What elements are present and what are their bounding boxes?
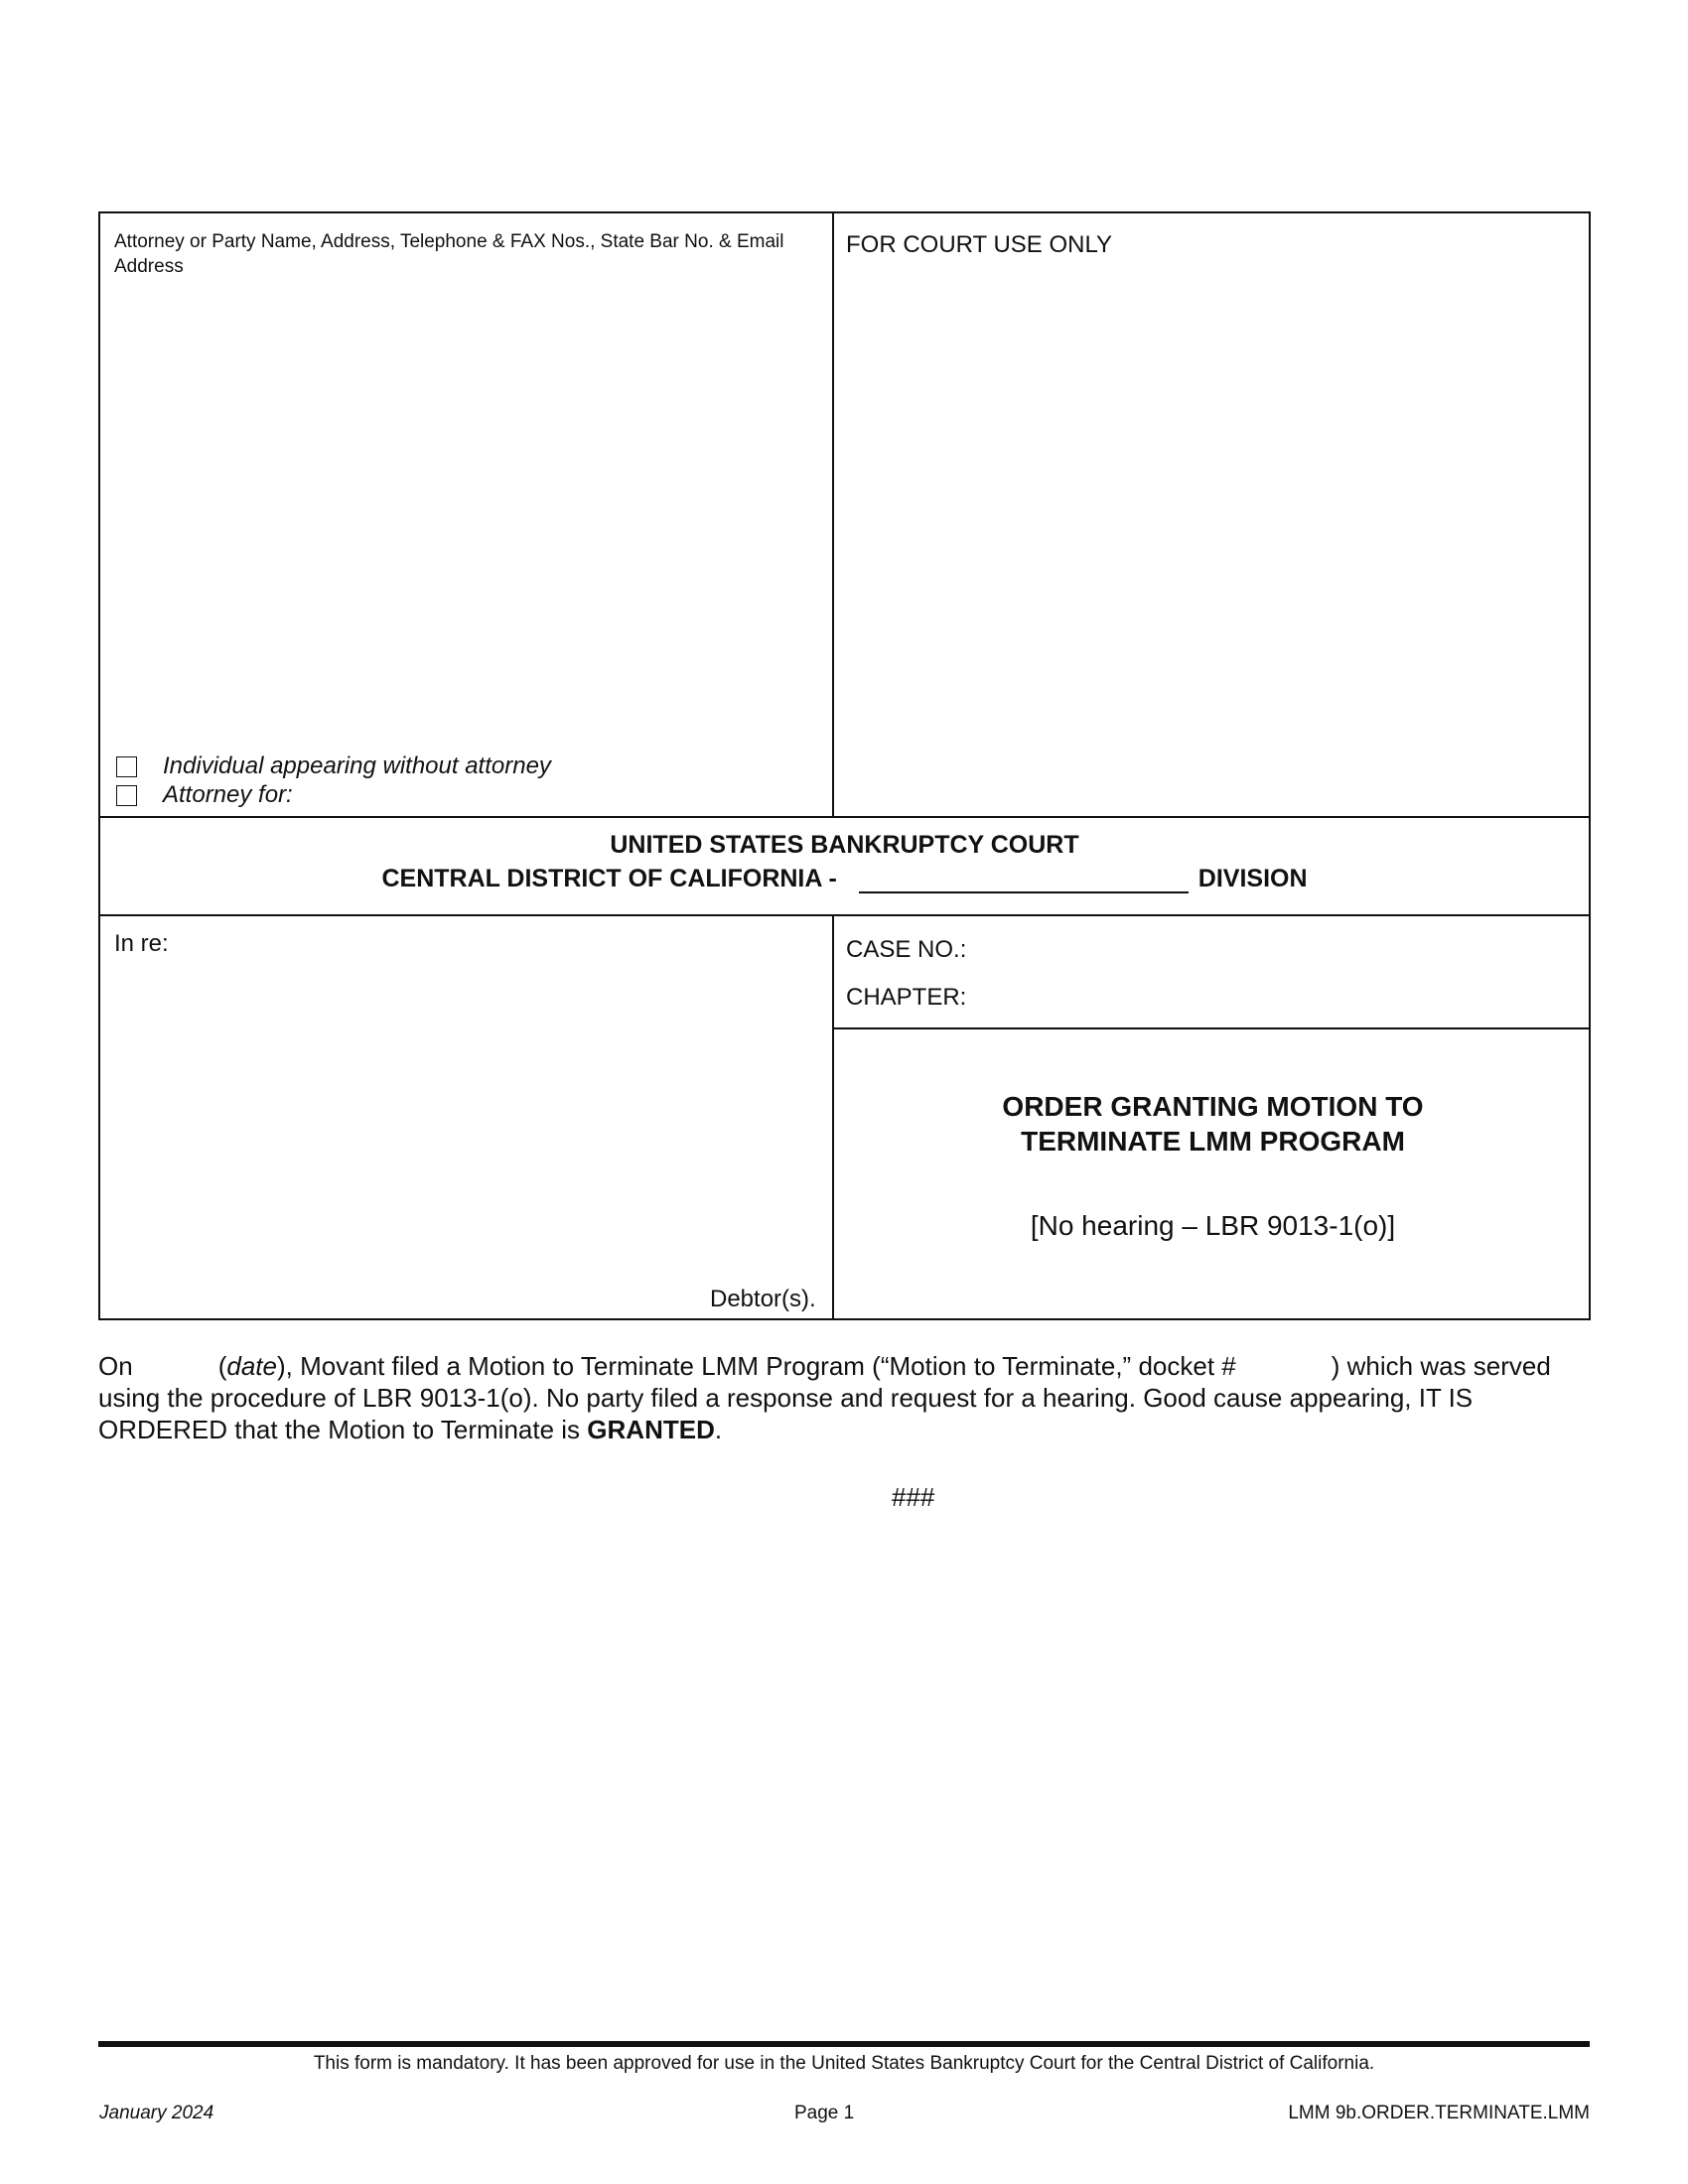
court-use-label: FOR COURT USE ONLY xyxy=(846,231,1113,258)
attorney-for-checkbox-label: Attorney for: xyxy=(163,781,293,808)
individual-checkbox[interactable] xyxy=(116,756,137,777)
footer-date: January 2024 xyxy=(99,2103,214,2123)
hearing-note: [No hearing – LBR 9013-1(o)] xyxy=(1030,1210,1396,1241)
footer-mandatory-note: This form is mandatory. It has been approved for use in the United States Bankruptcy Court for the Central District of California. xyxy=(313,2053,1375,2074)
attorney-for-checkbox[interactable] xyxy=(116,785,137,806)
body-date-word: date xyxy=(226,1351,277,1381)
divider-below-court xyxy=(100,914,1589,916)
individual-checkbox-row[interactable] xyxy=(116,752,551,780)
order-title-line-1: ORDER GRANTING MOTION TO xyxy=(1002,1091,1424,1122)
divider-bottom-vertical xyxy=(832,914,834,1318)
body-granted: GRANTED xyxy=(587,1415,715,1444)
divider-top-vertical xyxy=(832,213,834,816)
order-title xyxy=(835,1089,1591,1159)
attorney-for-checkbox-row[interactable] xyxy=(116,781,293,809)
body-part-2: ) which was served using the procedure of LBR 9013-1(o). No party filed a response and request for a hearing. Good cause appearing, IT IS ORDERED that the Motion to Terminate is xyxy=(98,1351,1551,1444)
debtor-label: Debtor(s). xyxy=(710,1286,816,1312)
body-part-1: ), Movant filed a Motion to Terminate LMM Program (“Motion to Terminate,” docket # xyxy=(276,1351,1236,1381)
order-body-paragraph: On (date), Movant filed a Motion to Terminate LMM Program (“Motion to Terminate,” docket # ) which was served using the procedure of LBR 9013-1(o). No party filed a response and request for a hearing. Good cause appearing, IT IS ORDERED that the Motion to Terminate is GRANTED. xyxy=(98,1351,1551,1444)
chapter-label: CHAPTER: xyxy=(846,984,967,1011)
end-of-order-mark: ### xyxy=(892,1482,935,1512)
division-blank[interactable] xyxy=(859,866,1189,893)
body-on: On xyxy=(98,1351,133,1381)
division-label: DIVISION xyxy=(1197,865,1308,892)
body-end-mark: . xyxy=(714,1415,723,1444)
divider-below-header xyxy=(100,816,1589,818)
order-title-line-2: TERMINATE LMM PROGRAM xyxy=(1021,1126,1405,1157)
individual-checkbox-label: Individual appearing without attorney xyxy=(163,752,551,779)
caption-form xyxy=(98,211,1591,1320)
court-name: UNITED STATES BANKRUPTCY COURT xyxy=(610,831,1079,859)
footer-page-number: Page 1 xyxy=(794,2103,855,2123)
in-re-label: In re: xyxy=(114,930,169,957)
divider-below-case-info xyxy=(832,1027,1589,1029)
footer-form-code: LMM 9b.ORDER.TERMINATE.LMM xyxy=(1288,2103,1590,2123)
footer-rule xyxy=(98,2041,1590,2047)
division-line xyxy=(100,865,1589,893)
attorney-info-label: Attorney or Party Name, Address, Telephone & FAX Nos., State Bar No. & Email Address xyxy=(114,231,784,277)
district-label: CENTRAL DISTRICT OF CALIFORNIA - xyxy=(381,865,837,892)
case-no-label: CASE NO.: xyxy=(846,936,967,963)
